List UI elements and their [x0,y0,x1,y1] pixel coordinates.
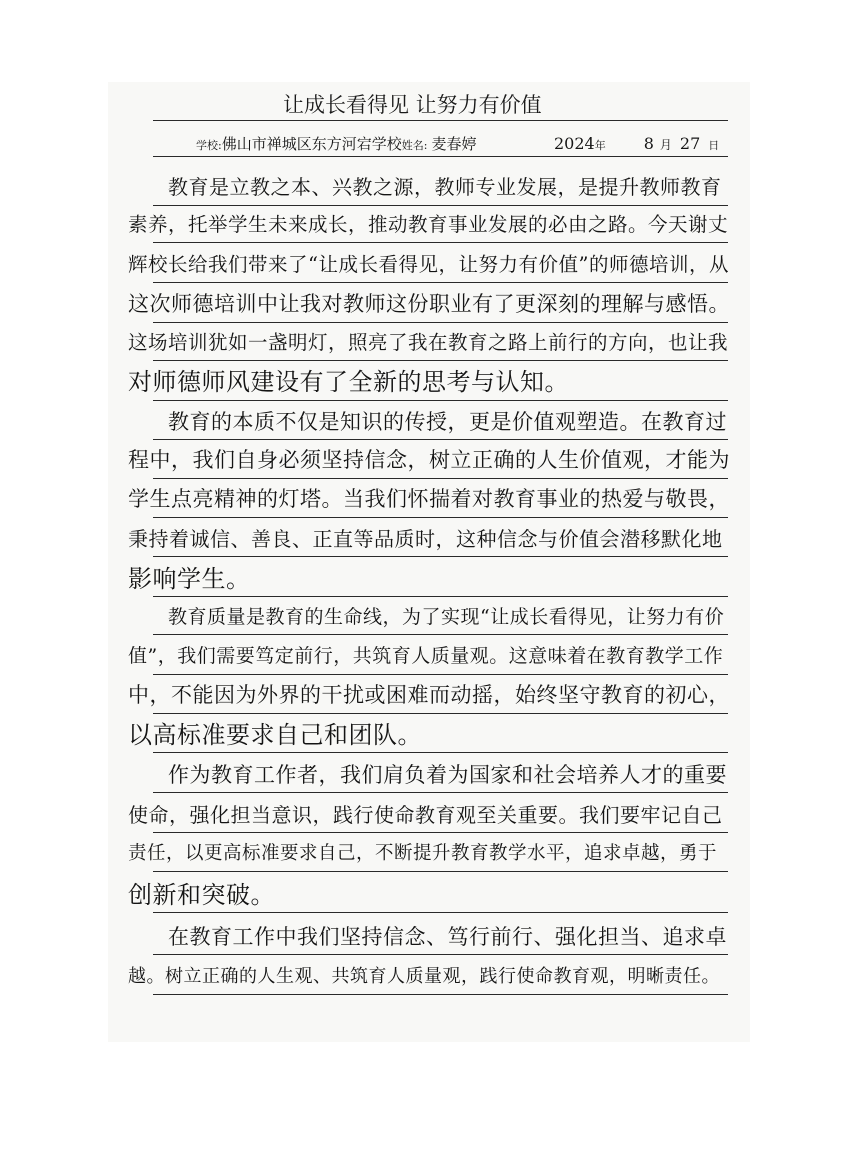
line-rule [153,832,728,833]
text-line: 责任，以更高标准要求自己，不断提升教育教学水平，追求卓越，勇于 [128,843,718,864]
line-rule [153,674,728,675]
title-rule [153,120,728,121]
line-rule [153,713,728,714]
date-month-unit: 月 [659,138,672,152]
line-rule [153,792,728,793]
text-line: 中，不能因为外界的干扰或困难而动摇，始终坚守教育的初心， [128,683,730,707]
line-rule [153,360,728,361]
text-line: 程中，我们自身必须坚持信念，树立正确的人生价值观，才能为 [128,448,730,472]
date-day-unit: 日 [708,139,720,152]
line-rule [153,400,728,401]
text-line: 值”，我们需要笃定前行，共筑育人质量观。这意味着在教育教学工作 [128,645,724,667]
line-rule [153,205,728,206]
author-name: 麦春婷 [431,135,477,153]
date-month: 8 [643,134,654,153]
text-line: 这场培训犹如一盏明灯，照亮了我在教育之路上前行的方向，也让我 [128,331,729,354]
text-line: 教育是立教之本、兴教之源，教师专业发展，是提升教师教育 [168,175,722,199]
text-line: 秉持着诚信、善良、正直等品质时，这种信念与价值会潜移默化地 [128,527,723,551]
line-rule [153,871,728,872]
text-line: 作为教育工作者，我们肩负着为国家和社会培养人才的重要 [168,763,727,787]
text-line: 以高标准要求自己和团队。 [128,721,422,749]
line-rule [153,556,728,557]
line-rule [153,242,728,243]
line-rule [153,439,728,440]
date-day: 27 [679,134,701,153]
page-title: 让成长看得见 让努力有价值 [283,93,542,117]
line-rule [153,954,728,955]
line-rule [153,912,728,913]
text-line: 素养，托举学生未来成长，推动教育事业发展的必由之路。今天谢丈 [128,213,729,236]
text-line: 在教育工作中我们坚持信念、笃行前行、强化担当、追求卓 [168,925,727,949]
school-name: 佛山市禅城区东方河宕学校 [221,135,402,153]
text-line: 学生点亮精神的灯塔。当我们怀揣着对教育事业的热爱与敬畏， [128,487,730,511]
line-rule [153,596,728,597]
school-label: 学校: [196,139,222,152]
text-line: 使命，强化担当意识，践行使命教育观至关重要。我们要牢记自己 [128,803,723,827]
text-line: 辉校长给我们带来了“让成长看得见，让努力有价值”的师德培训，从 [128,253,729,276]
text-line: 这次师德培训中让我对教师这份职业有了更深刻的理解与感悟。 [128,292,730,316]
line-rule [153,994,728,995]
text-line: 教育的本质不仅是知识的传授，更是价值观塑造。在教育过 [168,410,727,434]
line-rule [153,752,728,753]
line-rule [153,282,728,283]
text-line: 对师德师风建设有了全新的思考与认知。 [128,368,569,396]
date-year-unit: 年 [594,139,606,152]
date-year: 2024 [554,134,595,153]
handwritten-page [108,82,750,1042]
line-rule [153,322,728,323]
header-rule [153,156,728,157]
header-info [196,132,720,156]
line-rule [153,517,728,518]
line-rule [153,634,728,635]
text-line: 越。树立正确的人生观、共筑育人质量观，践行使命教育观，明晰责任。 [128,966,720,987]
text-line: 影响学生。 [128,565,251,593]
text-line: 创新和突破。 [128,881,275,909]
date [554,132,719,158]
text-line: 教育质量是教育的生命线，为了实现“让成长看得见，让努力有价 [168,606,725,628]
name-label: 姓名: [401,139,428,152]
line-rule [153,478,728,479]
